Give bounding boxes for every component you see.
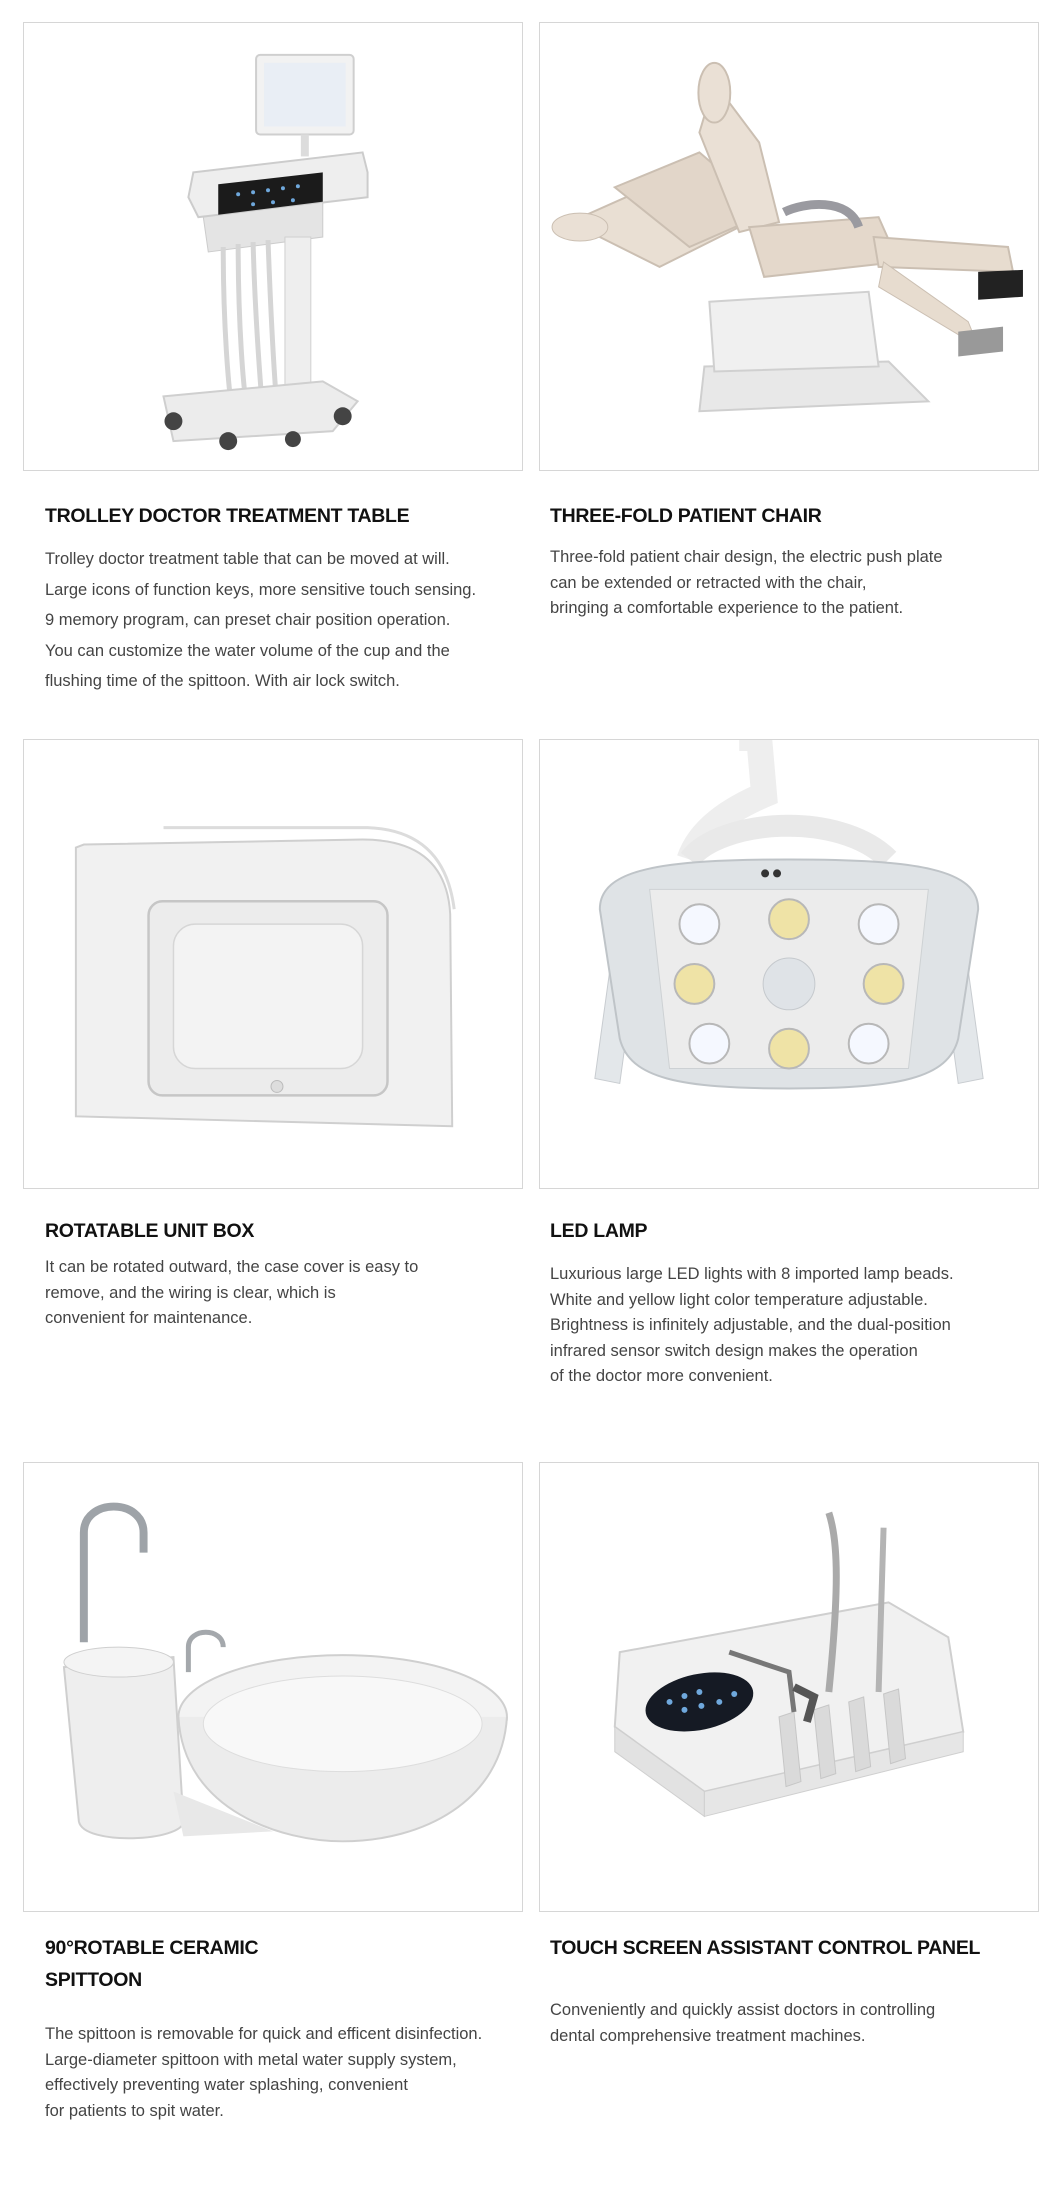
section-title: TROLLEY DOCTOR TREATMENT TABLE xyxy=(45,505,410,527)
led-lamp-illustration xyxy=(540,740,1038,1188)
control-panel-image xyxy=(539,1462,1039,1912)
section-description: Conveniently and quickly assist doctors in controlling dental comprehensive treatment machines. xyxy=(550,2001,936,2045)
trolley-table-illustration xyxy=(24,23,522,470)
section-description: Trolley doctor treatment table that can be moved at will. Large icons of function keys, more sensitive touch sensing. 9 memory program, can preset chair position operation. You can customize the water volume of the cup and the flushing time of the spittoon. With air lock switch. xyxy=(45,550,477,690)
patient-chair-illustration xyxy=(540,23,1038,470)
section-title: 90°ROTABLE CERAMIC SPITTOON xyxy=(45,1937,259,1991)
spittoon-illustration xyxy=(24,1463,522,1911)
control-panel-illustration xyxy=(540,1463,1038,1911)
led-lamp-image xyxy=(539,739,1039,1189)
section-description: It can be rotated outward, the case cover is easy to remove, and the wiring is clear, which is convenient for maintenance. xyxy=(45,1258,419,1327)
section-title: LED LAMP xyxy=(550,1220,648,1242)
section-description: The spittoon is removable for quick and efficent disinfection. Large-diameter spittoon with metal water supply system, effectively preventing water splashing, convenient for patients to spit water. xyxy=(45,2025,483,2120)
section-title: TOUCH SCREEN ASSISTANT CONTROL PANEL xyxy=(550,1937,981,1959)
section-description: Three-fold patient chair design, the electric push plate can be extended or retracted with the chair, bringing a comfortable experience to the patient. xyxy=(550,548,943,617)
unit-box-image xyxy=(23,739,523,1189)
unit-box-illustration xyxy=(24,740,522,1188)
section-title: ROTATABLE UNIT BOX xyxy=(45,1220,255,1242)
section-title: THREE-FOLD PATIENT CHAIR xyxy=(550,505,822,527)
spittoon-image xyxy=(23,1462,523,1912)
trolley-table-image xyxy=(23,22,523,471)
section-description: Luxurious large LED lights with 8 imported lamp beads. White and yellow light color temperature adjustable. Brightness is infinitely adjustable, and the dual-position infrared sensor switch design makes the operation of the doctor more convenient. xyxy=(550,1265,954,1385)
patient-chair-image xyxy=(539,22,1039,471)
